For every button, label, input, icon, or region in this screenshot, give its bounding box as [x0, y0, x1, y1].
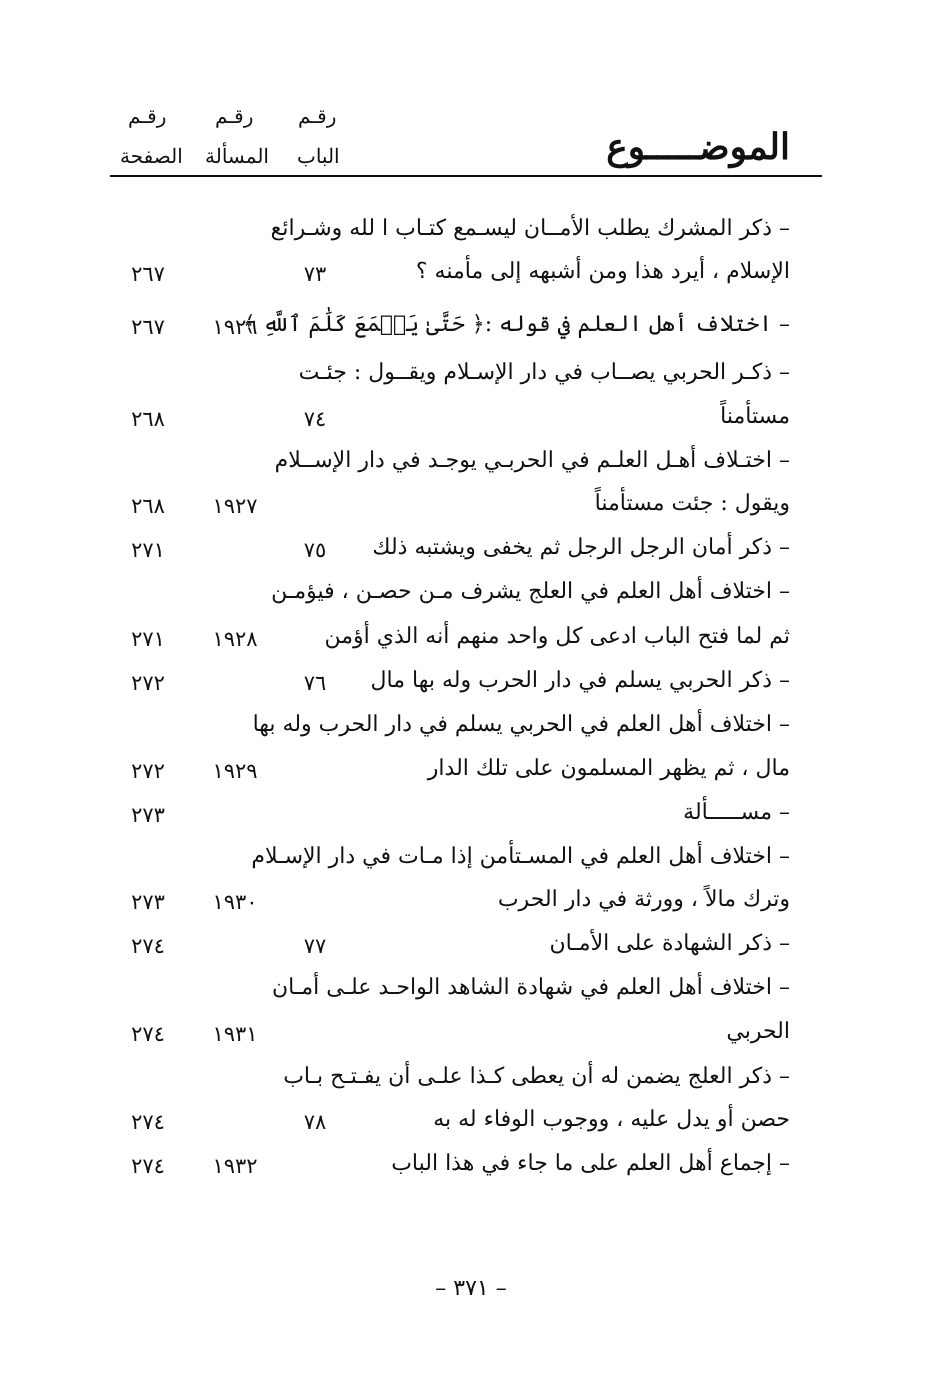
masala-number: ١٩٣٠	[212, 890, 258, 914]
entry-line: – اختلاف أهل العلم في قوله :﴿ حَتَّىٰ يَسۡمَعَ كَلَٰمَ ٱللَّهِ ﴾	[242, 312, 790, 337]
entry-line: – اختلاف أهل العلم في شهادة الشاهد الواحـد علـى أمـان	[272, 975, 790, 1000]
bab-number: ٧٧	[303, 934, 327, 958]
page-number: ٢٧١	[131, 627, 165, 651]
page-number: ٢٦٨	[131, 494, 165, 518]
masala-number: ١٩٣١	[212, 1022, 258, 1046]
page-title: الموضـــــوع	[606, 126, 790, 168]
entry-line: – مســـــألة	[683, 800, 790, 825]
entry-line: ثم لما فتح الباب ادعى كل واحد منهم أنه الذي أؤمن	[324, 624, 790, 649]
page-number: ٢٧٢	[131, 759, 165, 783]
masala-number: ١٩٢٩	[212, 759, 258, 783]
page-number: ٢٧٤	[131, 934, 165, 958]
page-number: ٢٦٧	[131, 262, 165, 286]
entry-line: حصن أو يدل عليه ، ووجوب الوفاء له به	[433, 1107, 790, 1132]
page-number: ٢٦٧	[131, 315, 165, 339]
entry-line: – ذكر الحربي يسلم في دار الحرب وله بها مال	[370, 668, 790, 693]
header-safha-label-2: الصفحة	[120, 144, 183, 168]
entry-line: الحربي	[726, 1019, 790, 1044]
page-number: ٢٧٤	[131, 1154, 165, 1178]
header-bab-label-1: رقـم	[298, 104, 337, 128]
entry-line: – ذكر المشرك يطلب الأمــان ليسـمع كتـاب ا لله وشـرائع	[270, 216, 790, 241]
page-number: ٢٧٢	[131, 671, 165, 695]
entry-line: وترك مالاً ، وورثة في دار الحرب	[497, 887, 790, 912]
entry-line: – ذكر العلج يضمن له أن يعطى كـذا علـى أن يفـتـح بـاب	[283, 1064, 790, 1089]
bab-number: ٧٣	[303, 262, 327, 286]
page-number: ٢٧٤	[131, 1110, 165, 1134]
entry-line: الإسلام ، أيرد هذا ومن أشبهه إلى مأمنه ؟	[415, 259, 790, 284]
masala-number: ١٩٢٨	[212, 627, 258, 651]
entry-line: ويقول : جئت مستأمناً	[594, 491, 790, 516]
entry-line: مستأمناً	[720, 404, 790, 429]
entry-line: – اختلاف أهل العلم في المسـتأمن إذا مـات في دار الإسـلام	[251, 844, 790, 869]
entry-line: – ذكر أمان الرجل الرجل ثم يخفى ويشتبه ذلك	[372, 535, 790, 560]
header-rule	[110, 175, 822, 177]
header-masala-label-1: رقـم	[215, 104, 254, 128]
entry-line: – ذكر الشهادة على الأمـان	[549, 931, 790, 956]
page-number: ٢٧١	[131, 538, 165, 562]
page-number: ٢٧٣	[131, 803, 165, 827]
entry-line: مال ، ثم يظهر المسلمون على تلك الدار	[427, 756, 790, 781]
footer-page-number: – ٣٧١ –	[435, 1276, 507, 1301]
masala-number: ١٩٢٧	[212, 494, 258, 518]
bab-number: ٧٤	[303, 407, 327, 431]
bab-number: ٧٦	[303, 671, 327, 695]
page-number: ٢٧٤	[131, 1022, 165, 1046]
entry-line: – ذكـر الحربي يصــاب في دار الإسـلام ويقــول : جئـت	[298, 360, 790, 385]
bab-number: ٧٨	[303, 1110, 327, 1134]
bab-number: ٧٥	[303, 538, 327, 562]
header-safha-label-1: رقـم	[128, 104, 167, 128]
page-number: ٢٦٨	[131, 407, 165, 431]
page-number: ٢٧٣	[131, 890, 165, 914]
entry-line: – اختلاف أهل العلم في العلج يشرف مـن حصـن ، فيؤمـن	[271, 579, 790, 604]
entry-line: – إجماع أهل العلم على ما جاء في هذا الباب	[391, 1151, 790, 1176]
entry-line: – اختلاف أهل العلم في الحربي يسلم في دار الحرب وله بها	[252, 712, 790, 737]
masala-number: ١٩٣٢	[212, 1154, 258, 1178]
entry-line: – اختـلاف أهـل العلـم في الحربـي يوجـد في دار الإســلام	[274, 448, 790, 473]
header-bab-label-2: الباب	[297, 144, 340, 168]
header-masala-label-2: المسألة	[205, 144, 269, 168]
masala-number: ١٩٢٦	[212, 315, 258, 339]
